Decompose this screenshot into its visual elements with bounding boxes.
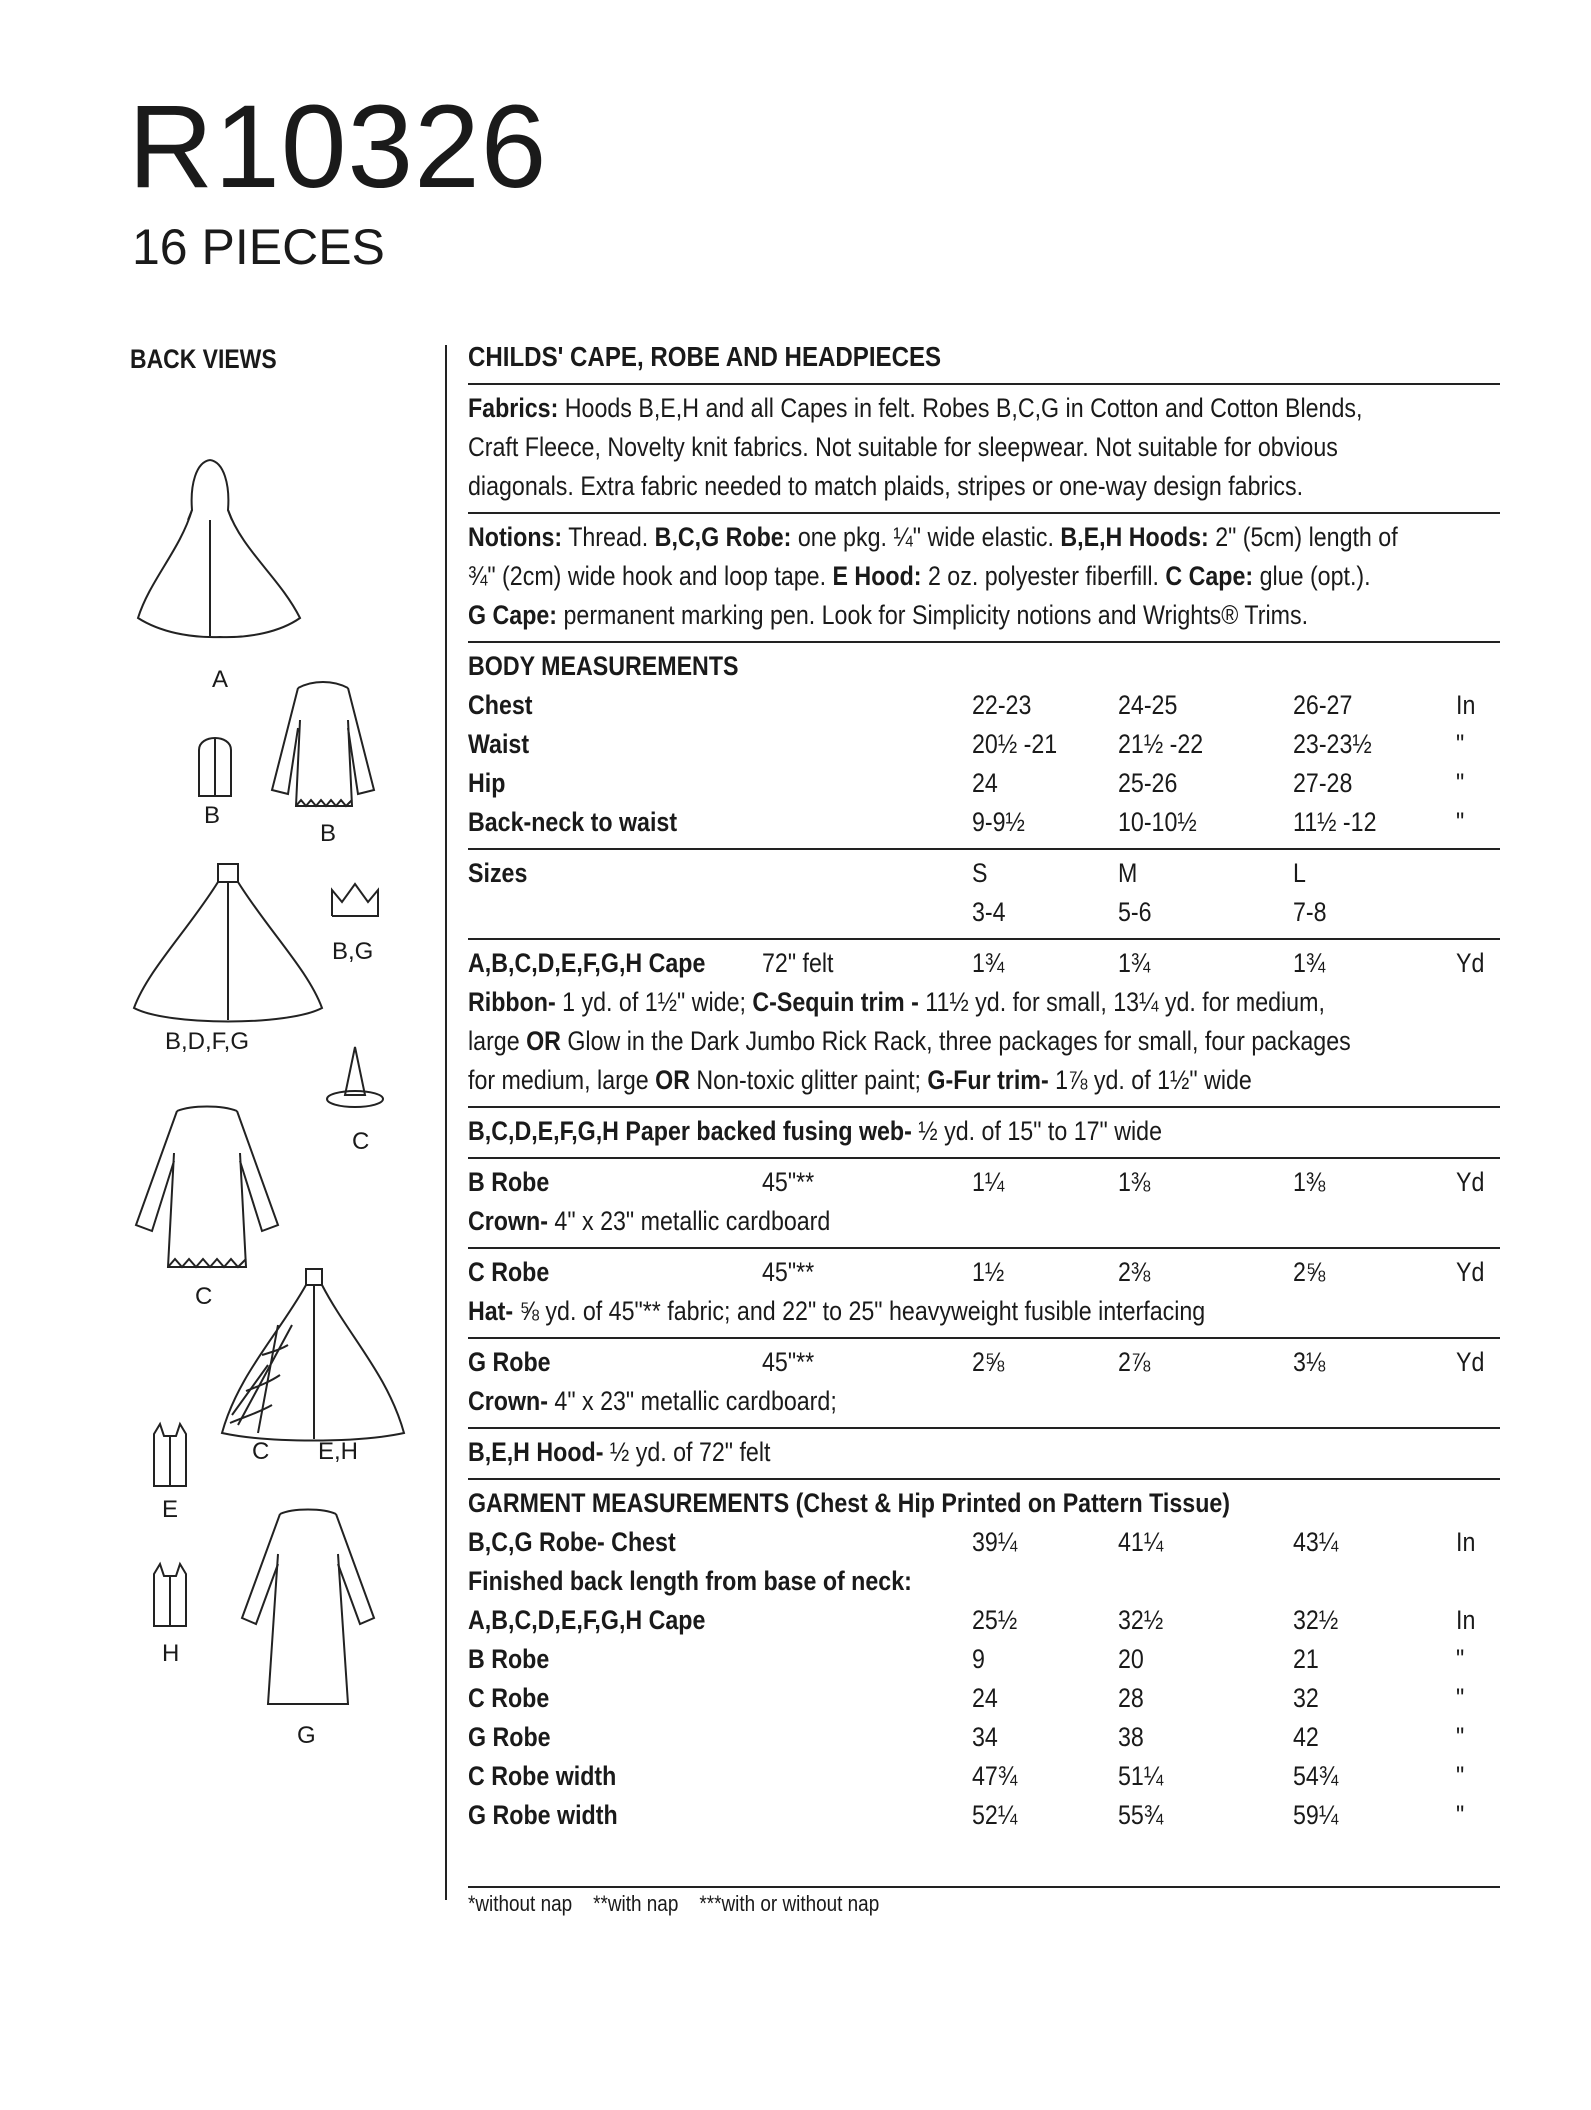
size-l-value: 42 <box>1293 1722 1319 1753</box>
row-label: C Robe <box>468 1683 550 1714</box>
size-s-value: 1¼ <box>972 1167 1005 1198</box>
size-s-value: 9-9½ <box>972 807 1025 838</box>
size-l-value: 11½ -12 <box>1293 807 1377 838</box>
unit: " <box>1456 1800 1465 1831</box>
cape-note-text: Non-toxic glitter paint; <box>689 1065 928 1096</box>
view-label-c-cape: C <box>252 1438 270 1465</box>
size-m-value: 28 <box>1118 1683 1144 1714</box>
unit: " <box>1456 768 1465 799</box>
garment-measurements-section <box>468 1478 1500 1880</box>
pieces-count: 16 PIECES <box>132 219 385 275</box>
view-c-spiderweb-cape-illustration <box>218 1265 408 1445</box>
fabrics-text-2: Craft Fleece, Novelty knit fabrics. Not suitable for sleepwear. Not suitable for obvious <box>468 432 1338 463</box>
measurement-row <box>468 1601 1500 1640</box>
size-m-value: 1¾ <box>1118 948 1151 979</box>
view-b-robe-illustration <box>268 680 378 820</box>
b-robe-section <box>468 1157 1500 1247</box>
sizes-section <box>468 848 1500 938</box>
size-s-value: 39¼ <box>972 1527 1018 1558</box>
size-s-value: 47¾ <box>972 1761 1018 1792</box>
unit: Yd <box>1456 948 1485 979</box>
notions-text: one pkg. ¼" wide elastic. <box>791 522 1061 553</box>
size-range-s: 3-4 <box>972 897 1006 928</box>
size-s-value: 52¼ <box>972 1800 1018 1831</box>
row-label: B Robe <box>468 1644 550 1675</box>
size-m-value: 32½ <box>1118 1605 1164 1636</box>
measurement-row <box>468 803 1500 842</box>
notions-bold: B,E,H Hoods: <box>1060 522 1209 553</box>
size-m-value: 55¾ <box>1118 1800 1164 1831</box>
row-label: G Robe <box>468 1722 551 1753</box>
size-m-value: 2⅜ <box>1118 1257 1151 1288</box>
cape-note-bold: C-Sequin trim - <box>752 987 919 1018</box>
g-robe-fabric: 45"** <box>762 1347 815 1378</box>
size-m-value: 38 <box>1118 1722 1144 1753</box>
view-a-hooded-cape-illustration <box>130 450 310 650</box>
body-measurements-title: BODY MEASUREMENTS <box>468 651 739 682</box>
row-label: Back-neck to waist <box>468 807 678 838</box>
measurement-row <box>468 1718 1500 1757</box>
cape-note-text: Glow in the Dark Jumbo Rick Rack, three packages for small, four packages <box>560 1026 1351 1057</box>
size-l-value: 1¾ <box>1293 948 1326 979</box>
cape-note-bold: Ribbon- <box>468 987 556 1018</box>
notions-section <box>468 512 1500 641</box>
unit: Yd <box>1456 1167 1485 1198</box>
size-l-value: 3⅛ <box>1293 1347 1326 1378</box>
size-l-value: 2⅝ <box>1293 1257 1326 1288</box>
view-label-bdfg: B,D,F,G <box>165 1028 250 1055</box>
body-measurements-section <box>468 641 1500 848</box>
notions-text: 2 oz. polyester fiberfill. <box>921 561 1166 592</box>
unit: Yd <box>1456 1257 1485 1288</box>
fabrics-text-3: diagonals. Extra fabric needed to match plaids, stripes or one-way design fabrics. <box>468 471 1304 502</box>
row-label: C Robe width <box>468 1761 617 1792</box>
view-label-a: A <box>212 666 229 693</box>
size-s-value: 24 <box>972 768 998 799</box>
size-m-value: 2⅞ <box>1118 1347 1151 1378</box>
c-robe-fabric: 45"** <box>762 1257 815 1288</box>
size-s-value: 1¾ <box>972 948 1005 979</box>
view-c-robe-illustration <box>132 1105 282 1285</box>
notions-bold: G Cape: <box>468 600 558 631</box>
measurement-row <box>468 725 1500 764</box>
garment-measurements-title: GARMENT MEASUREMENTS (Chest & Hip Printed on Pattern Tissue) <box>468 1488 1231 1519</box>
row-label: Hip <box>468 768 506 799</box>
b-robe-label: B Robe <box>468 1167 550 1198</box>
footnote-text: *without nap **with nap ***with or without nap <box>468 1891 880 1917</box>
b-robe-note: 4" x 23" metallic cardboard <box>547 1206 831 1237</box>
size-range-l: 7-8 <box>1293 897 1327 928</box>
unit: Yd <box>1456 1347 1485 1378</box>
view-label-c-hat: C <box>352 1128 370 1155</box>
view-label-c-robe: C <box>195 1283 213 1310</box>
sizes-label: Sizes <box>468 858 528 889</box>
view-e-hood-illustration <box>150 1420 190 1490</box>
b-robe-fabric: 45"** <box>762 1167 815 1198</box>
size-m-value: 1⅜ <box>1118 1167 1151 1198</box>
view-c-hat-illustration <box>325 1045 385 1115</box>
fusing-label: B,C,D,E,F,G,H Paper backed fusing web- <box>468 1116 912 1147</box>
cape-note-bold: OR <box>655 1065 690 1096</box>
fusing-text: ½ yd. of 15" to 17" wide <box>911 1116 1162 1147</box>
row-label: B,C,G Robe- Chest <box>468 1527 676 1558</box>
measurement-row <box>468 686 1500 725</box>
size-letter-s: S <box>972 858 988 889</box>
size-m-value: 51¼ <box>1118 1761 1164 1792</box>
cape-label: A,B,C,D,E,F,G,H Cape <box>468 948 706 979</box>
unit: In <box>1456 1605 1476 1636</box>
fabrics-section <box>468 383 1500 512</box>
size-s-value: 2⅝ <box>972 1347 1005 1378</box>
size-s-value: 22-23 <box>972 690 1032 721</box>
view-g-robe-illustration <box>238 1508 378 1718</box>
view-label-bg: B,G <box>332 938 374 965</box>
g-robe-note: 4" x 23" metallic cardboard; <box>547 1386 837 1417</box>
cape-note-bold: G-Fur trim- <box>927 1065 1049 1096</box>
size-l-value: 54¾ <box>1293 1761 1339 1792</box>
measurement-row <box>468 1523 1500 1562</box>
measurement-row <box>468 1640 1500 1679</box>
size-letter-l: L <box>1293 858 1306 889</box>
notions-text: glue (opt.). <box>1253 561 1371 592</box>
size-m-value: 10-10½ <box>1118 807 1197 838</box>
measurement-row <box>468 1757 1500 1796</box>
size-s-value: 34 <box>972 1722 998 1753</box>
unit: " <box>1456 729 1465 760</box>
notions-text: ¾" (2cm) wide hook and loop tape. <box>468 561 833 592</box>
row-label: Waist <box>468 729 530 760</box>
view-label-h: H <box>162 1640 180 1667</box>
g-robe-note-label: Crown- <box>468 1386 548 1417</box>
size-m-value: 25-26 <box>1118 768 1178 799</box>
pattern-number: R10326 <box>128 81 548 213</box>
footnote <box>468 1886 1500 1920</box>
size-l-value: 21 <box>1293 1644 1319 1675</box>
size-m-value: 24-25 <box>1118 690 1178 721</box>
view-label-e: E <box>162 1496 179 1523</box>
view-bdfg-cape-illustration <box>128 860 328 1030</box>
c-robe-label: C Robe <box>468 1257 550 1288</box>
size-s-value: 25½ <box>972 1605 1018 1636</box>
size-s-value: 9 <box>972 1644 985 1675</box>
hood-text: ½ yd. of 72" felt <box>603 1437 771 1468</box>
view-bg-crown-illustration <box>330 880 380 920</box>
size-l-value: 32½ <box>1293 1605 1339 1636</box>
view-label-g: G <box>297 1722 316 1749</box>
size-m-value: 20 <box>1118 1644 1144 1675</box>
back-views-title: BACK VIEWS <box>130 344 277 374</box>
measurement-row <box>468 764 1500 803</box>
column-divider <box>445 345 447 1900</box>
pattern-title: CHILDS' CAPE, ROBE AND HEADPIECES <box>468 341 942 372</box>
size-l-value: 23-23½ <box>1293 729 1372 760</box>
size-m-value: 41¼ <box>1118 1527 1164 1558</box>
hood-label: B,E,H Hood- <box>468 1437 604 1468</box>
measurement-row <box>468 1679 1500 1718</box>
size-range-m: 5-6 <box>1118 897 1152 928</box>
size-l-value: 59¼ <box>1293 1800 1339 1831</box>
size-l-value: 1⅜ <box>1293 1167 1326 1198</box>
notions-bold: E Hood: <box>832 561 922 592</box>
c-robe-note: ⅝ yd. of 45"** fabric; and 22" to 25" heavyweight fusible interfacing <box>513 1296 1206 1327</box>
size-s-value: 1½ <box>972 1257 1005 1288</box>
size-l-value: 26-27 <box>1293 690 1353 721</box>
notions-text: permanent marking pen. Look for Simplicity notions and Wrights® Trims. <box>557 600 1309 631</box>
fabrics-text-1: Hoods B,E,H and all Capes in felt. Robes B,C,G in Cotton and Cotton Blends, <box>558 393 1363 424</box>
fusing-web-section <box>468 1106 1500 1157</box>
c-robe-section <box>468 1247 1500 1337</box>
cape-note-text: 1 yd. of 1½" wide; <box>555 987 753 1018</box>
row-label: G Robe width <box>468 1800 618 1831</box>
size-letter-m: M <box>1118 858 1138 889</box>
unit: In <box>1456 690 1476 721</box>
hood-section <box>468 1427 1500 1478</box>
measurement-row <box>468 1835 1500 1874</box>
unit: " <box>1456 1644 1465 1675</box>
cape-note-text: large <box>468 1026 527 1057</box>
cape-note-text: 1⅞ yd. of 1½" wide <box>1048 1065 1252 1096</box>
notions-label: Notions: <box>468 522 563 553</box>
b-robe-note-label: Crown- <box>468 1206 548 1237</box>
unit: " <box>1456 1722 1465 1753</box>
view-label-b-robe: B <box>320 820 337 847</box>
size-s-value: 24 <box>972 1683 998 1714</box>
view-h-hood-illustration <box>150 1560 190 1630</box>
finished-length-subtitle: Finished back length from base of neck: <box>468 1566 912 1597</box>
size-l-value: 43¼ <box>1293 1527 1339 1558</box>
fabrics-label: Fabrics: <box>468 393 559 424</box>
view-label-b-hood: B <box>204 802 221 829</box>
view-b-hood-illustration <box>195 730 235 800</box>
view-label-eh: E,H <box>318 1438 359 1465</box>
size-s-value: 20½ -21 <box>972 729 1058 760</box>
cape-note-text: 11½ yd. for small, 13¼ yd. for medium, <box>918 987 1325 1018</box>
size-m-value: 21½ -22 <box>1118 729 1204 760</box>
unit: In <box>1456 1527 1476 1558</box>
g-robe-label: G Robe <box>468 1347 551 1378</box>
notions-text: 2" (5cm) length of <box>1208 522 1398 553</box>
cape-note-text: for medium, large <box>468 1065 656 1096</box>
pattern-info <box>468 336 1500 1920</box>
notions-text: Thread. <box>562 522 655 553</box>
unit: " <box>1456 1683 1465 1714</box>
size-l-value: 32 <box>1293 1683 1319 1714</box>
cape-fabric: 72" felt <box>762 948 834 979</box>
notions-bold: B,C,G Robe: <box>654 522 792 553</box>
unit: " <box>1456 1761 1465 1792</box>
size-l-value: 27-28 <box>1293 768 1353 799</box>
cape-note-bold: OR <box>526 1026 561 1057</box>
c-robe-note-label: Hat- <box>468 1296 514 1327</box>
row-label: Chest <box>468 690 533 721</box>
g-robe-section <box>468 1337 1500 1427</box>
unit: " <box>1456 807 1465 838</box>
notions-bold: C Cape: <box>1165 561 1254 592</box>
cape-yardage-section <box>468 938 1500 1106</box>
measurement-row <box>468 1796 1500 1835</box>
row-label: A,B,C,D,E,F,G,H Cape <box>468 1605 706 1636</box>
